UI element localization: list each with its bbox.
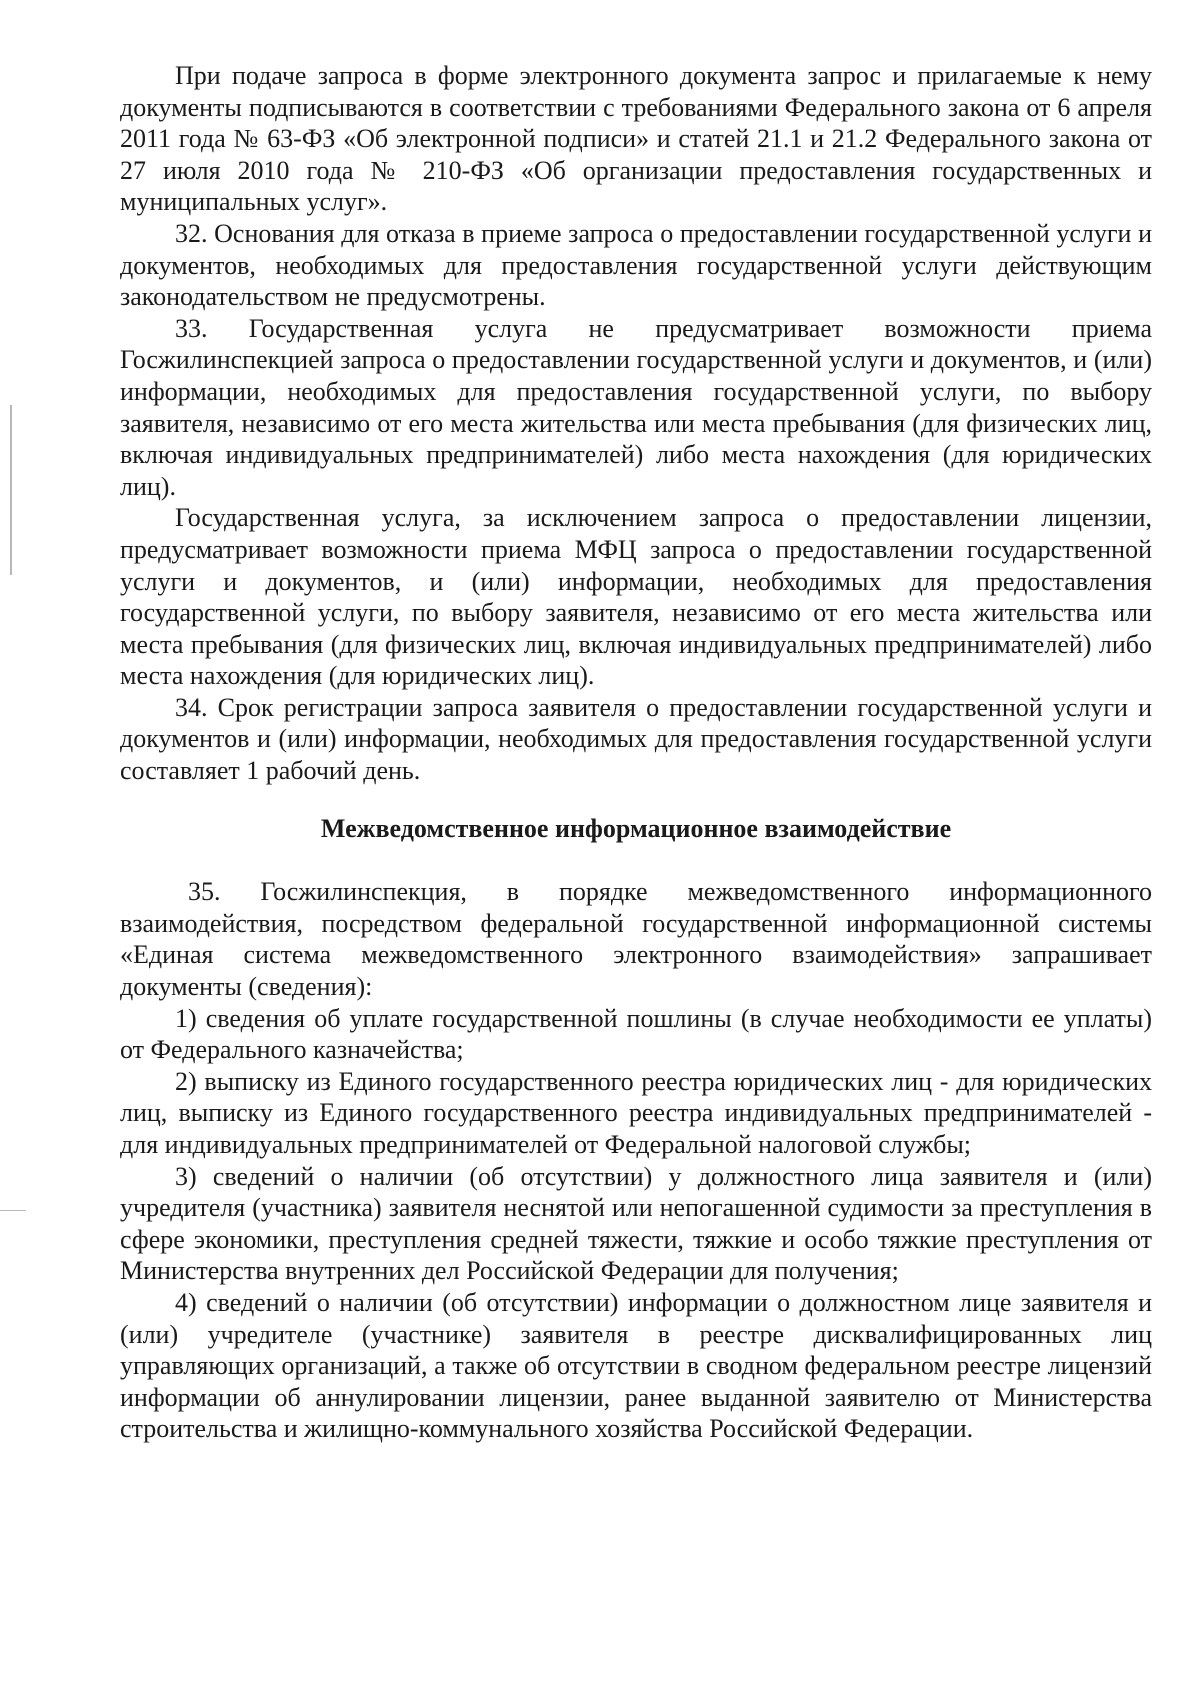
paragraph-34: 34. Срок регистрации запроса заявителя о предоставлении государственной услуги и документов и (или) информации, необходимых для предоставления государственной услуги составляет 1 рабочий день. — [120, 692, 1152, 786]
paragraph-mfc: Государственная услуга, за исключением запроса о предоставлении лицензии, предусматривает возможности приема МФЦ запроса о предоставлении государственной услуги и документов, и (или) информации, необходимых для предоставления государственной услуги, по выбору заявителя, независимо от его места жительства или места пребывания (для физических лиц, включая индивидуальных предпринимателей) либо места нахождения (для юридических лиц). — [120, 503, 1152, 691]
list-item-3: 3) сведений о наличии (об отсутствии) у должностного лица заявителя и (или) учредителя (участника) заявителя неснятой или непогашенной судимости за преступления в сфере экономики, преступления средней тяжести, тяжкие и особо тяжкие преступления от Министерства внутренних дел Российской Федерации для получения; — [120, 1161, 1152, 1286]
section-heading: Межведомственное информационное взаимодействие — [320, 813, 952, 843]
list-item-1: 1) сведения об уплате государственной пошлины (в случае необходимости ее уплаты) от Федерального казначейства; — [120, 1003, 1152, 1065]
paragraph-35: 35. Госжилинспекция, в порядке межведомственного информационного взаимодействия, посредством федеральной государственной информационной системы «Единая система межведомственного электронного взаимодействия» запрашивает документы (сведения): — [120, 877, 1152, 1002]
paragraph-33: 33. Государственная услуга не предусматривает возможности приема Госжилинспекцией запроса о предоставлении государственной услуги и документов, и (или) информации, необходимых для предоставления государственной услуги, по выбору заявителя, независимо от его места жительства или места пребывания (для физических лиц, включая индивидуальных предпринимателей) либо места нахождения (для юридических лиц). — [120, 313, 1152, 501]
paragraph-electronic-submission: При подаче запроса в форме электронного документа запрос и прилагаемые к нему документы подписываются в соответствии с требованиями Федерального закона от 6 апреля 2011 года № 63-ФЗ «Об электронной подписи» и статей 21.1 и 21.2 Федерального закона от 27 июля 2010 года № 210-ФЗ «Об организации предоставления государственных и муниципальных услуг». — [120, 61, 1152, 217]
scan-margin-mark — [10, 405, 12, 575]
document-body — [120, 60, 1152, 1445]
list-item-4: 4) сведений о наличии (об отсутствии) информации о должностном лице заявителя и (или) учредителе (участнике) заявителя в реестре дисквалифицированных лиц управляющих организаций, а также об отсутствии в сводном федеральном реестре лицензий информации об аннулировании лицензии, ранее выданной заявителю от Министерства строительства и жилищно-коммунального хозяйства Российской Федерации. — [120, 1287, 1152, 1444]
scan-margin-mark — [0, 1210, 26, 1211]
list-item-2: 2) выписку из Единого государственного реестра юридических лиц - для юридических лиц, выписку из Единого государственного реестра индивидуальных предпринимателей - для индивидуальных предпринимателей от Федеральной налоговой службы; — [120, 1066, 1152, 1159]
paragraph-32: 32. Основания для отказа в приеме запроса о предоставлении государственной услуги и документов, необходимых для предоставления государственной услуги действующим законодательством не предусмотрены. — [120, 218, 1152, 312]
